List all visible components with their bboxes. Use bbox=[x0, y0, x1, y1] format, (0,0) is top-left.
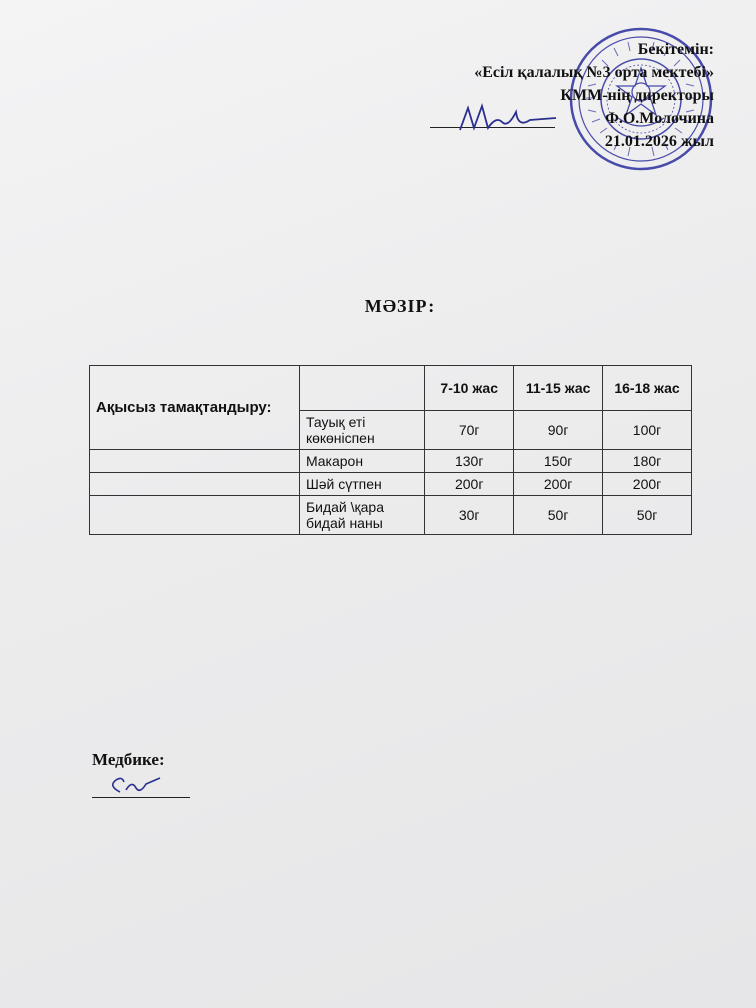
header-empty-cell bbox=[299, 366, 424, 411]
portion-value: 50г bbox=[514, 496, 603, 535]
menu-title: МӘЗІР: bbox=[364, 296, 436, 316]
portion-value: 70г bbox=[425, 411, 514, 450]
portion-value: 30г bbox=[425, 496, 514, 535]
food-name: Тауық еті көкөніспен bbox=[299, 411, 424, 450]
empty-label-cell bbox=[90, 473, 300, 496]
portion-value: 150г bbox=[514, 450, 603, 473]
table-row bbox=[90, 496, 692, 535]
food-name: Бидай \қара бидай наны bbox=[299, 496, 424, 535]
director-name: Ф.О.Молочина bbox=[605, 110, 714, 127]
portion-value: 130г bbox=[425, 450, 514, 473]
school-name-line: «Есіл қалалық №3 орта мектебі» bbox=[474, 64, 714, 81]
director-signature bbox=[438, 98, 568, 138]
portion-value: 100г bbox=[603, 411, 692, 450]
portion-value: 180г bbox=[603, 450, 692, 473]
portion-value: 50г bbox=[603, 496, 692, 535]
nurse-signature bbox=[100, 772, 170, 802]
table-row bbox=[90, 450, 692, 473]
food-name: Макарон bbox=[299, 450, 424, 473]
table-header-row bbox=[90, 366, 692, 411]
portion-value: 200г bbox=[514, 473, 603, 496]
portion-value: 200г bbox=[603, 473, 692, 496]
header-age-7-10: 7-10 жас bbox=[425, 366, 514, 411]
header-age-16-18: 16-18 жас bbox=[603, 366, 692, 411]
kmm-director-line: КММ-нің директоры bbox=[560, 87, 714, 104]
portion-value: 200г bbox=[425, 473, 514, 496]
approve-word: Бекітемін: bbox=[637, 41, 714, 58]
portion-value: 90г bbox=[514, 411, 603, 450]
food-name: Шәй сүтпен bbox=[299, 473, 424, 496]
nurse-label: Медбике: bbox=[92, 750, 165, 769]
table-row bbox=[90, 473, 692, 496]
menu-table bbox=[89, 365, 692, 535]
empty-label-cell bbox=[90, 450, 300, 473]
empty-label-cell bbox=[90, 496, 300, 535]
header-age-11-15: 11-15 жас bbox=[514, 366, 603, 411]
free-meals-label: Ақысыз тамақтандыру: bbox=[90, 366, 300, 450]
approval-date: 21.01.2026 жыл bbox=[604, 133, 714, 150]
